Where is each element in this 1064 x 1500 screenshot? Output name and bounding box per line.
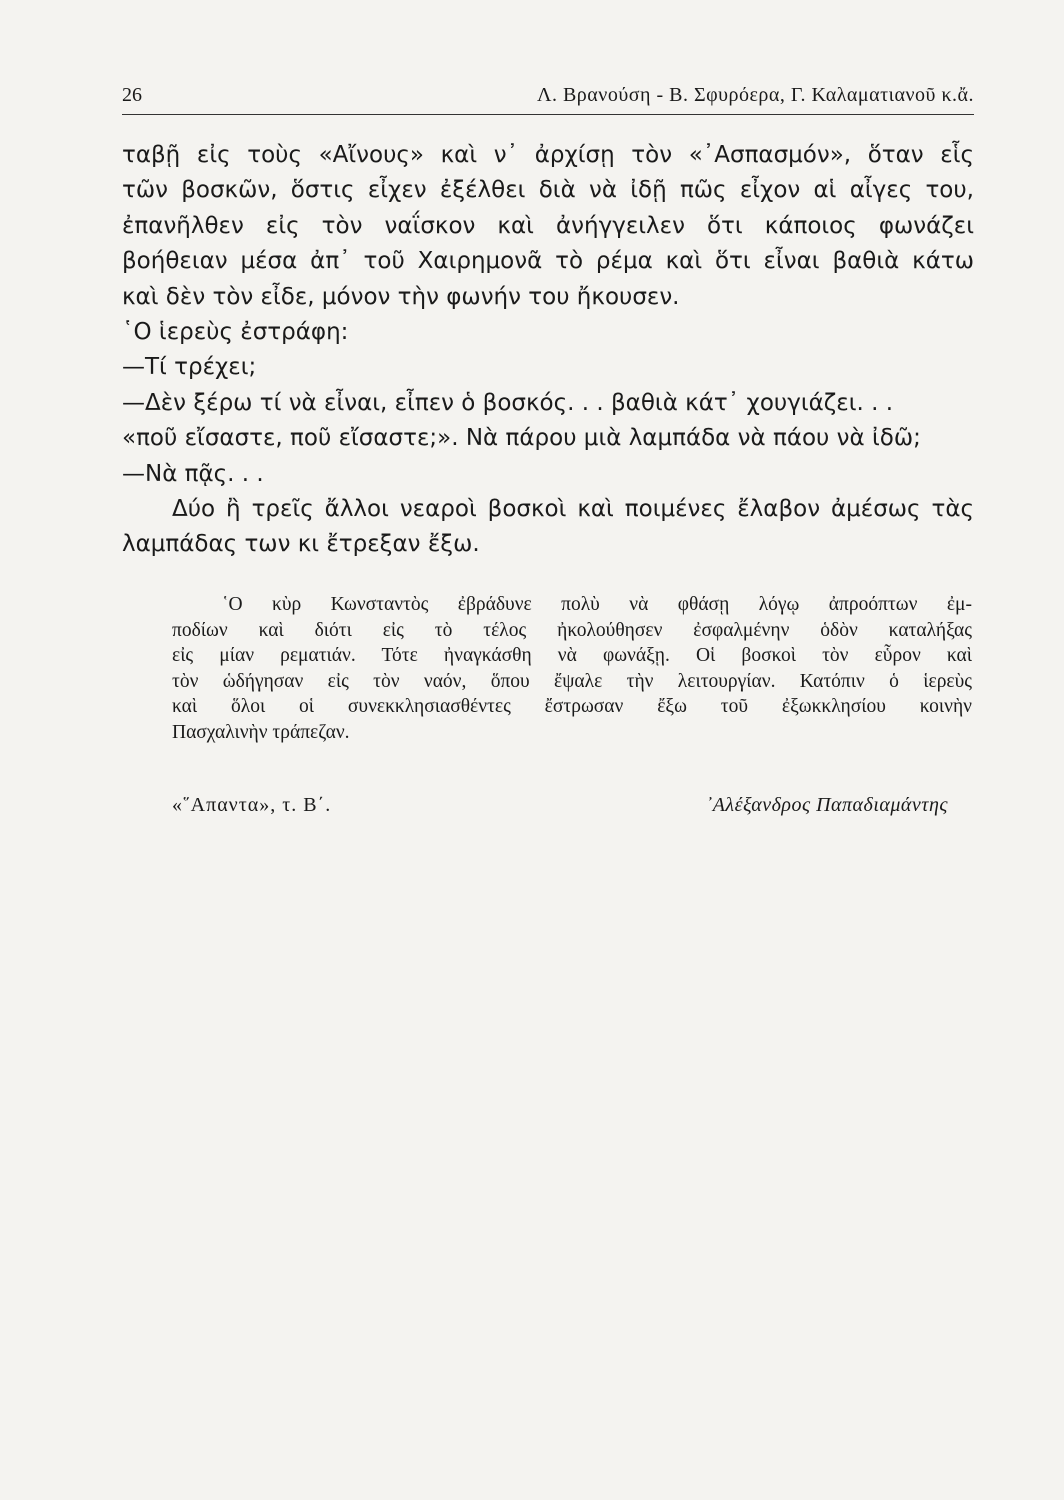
quote-line: καὶ ὅλοι οἱ συνεκκλησιασθέντες ἔστρωσαν ἔξω τοῦ ἐξωκκλησίου κοινὴν [172, 696, 972, 718]
author-name: ᾽Αλέξανδρος Παπαδιαμάντης [705, 794, 948, 816]
quote-line: τὸν ὡδήγησαν εἰς τὸν ναόν, ὅπου ἔψαλε τὴν λειτουργίαν. Κατόπιν ὁ ἱερεὺς [172, 670, 972, 692]
dialogue-line: —Δὲν ξέρω τί νὰ εἶναι, εἶπεν ὁ βοσκός. . . βαθιὰ κάτ᾽ χουγιάζει. . . [122, 389, 894, 416]
page-header [122, 80, 974, 115]
source-citation: «῞Απαντα», τ. Β΄. [172, 794, 332, 816]
text-line: τῶν βοσκῶν, ὅστις εἶχεν ἐξέλθει διὰ νὰ ἰδῇ πῶς εἶχον αἱ αἶγες του, [122, 177, 974, 204]
text-line: ταβῇ εἰς τοὺς «Αἴνους» καὶ ν᾽ ἀρχίσῃ τὸν «᾽Ασπασμόν», ὅταν εἷς [122, 142, 974, 168]
dialogue-line: —Νὰ πᾷς. . . [122, 460, 264, 487]
dialogue-line: «ποῦ εἴσαστε, ποῦ εἴσαστε;». Νὰ πάρου μιὰ λαμπάδα νὰ πάου νὰ ἰδῶ; [122, 425, 921, 452]
running-head: Λ. Βρανούση - Β. Σφυρόερα, Γ. Καλαματιανοῦ κ.ἄ. [536, 84, 974, 106]
quoted-passage [172, 592, 972, 746]
page-number: 26 [122, 84, 142, 106]
quote-line: εἰς μίαν ρεματιάν. Τότε ἠναγκάσθη νὰ φωνάξῃ. Οἱ βοσκοὶ τὸν εὗρον καὶ [172, 645, 972, 667]
text-line: λαμπάδας των κι ἔτρεξαν ἔξω. [122, 531, 480, 558]
quote-line: Πασχαλινὴν τράπεζαν. [172, 721, 350, 743]
text-line: ῾Ο ἱερεὺς ἐστράφη: [122, 319, 349, 346]
quote-line: ποδίων καὶ διότι εἰς τὸ τέλος ἠκολούθησεν ἐσφαλμένην ὁδὸν καταλήξας [172, 619, 972, 641]
text-line: ἐπανῆλθεν εἰς τὸν ναΐσκον καὶ ἀνήγγειλεν ὅτι κάποιος φωνάζει [122, 212, 974, 239]
text-line: καὶ δὲν τὸν εἶδε, μόνον τὴν φωνήν του ἤκουσεν. [122, 283, 680, 310]
text-line: Δύο ἢ τρεῖς ἄλλοι νεαροὶ βοσκοὶ καὶ ποιμένες ἔλαβον ἀμέσως τὰς [172, 496, 974, 523]
dialogue-line: —Τί τρέχει; [122, 354, 257, 381]
quote-line: ῾Ο κὺρ Κωνσταντὸς ἐβράδυνε πολὺ νὰ φθάσῃ λόγῳ ἀπροόπτων ἐμ- [222, 594, 972, 615]
main-text [122, 138, 974, 563]
text-line: βοήθειαν μέσα ἀπ᾽ τοῦ Χαιρημονᾶ τὸ ρέμα καὶ ὅτι εἶναι βαθιὰ κάτω [122, 248, 974, 275]
